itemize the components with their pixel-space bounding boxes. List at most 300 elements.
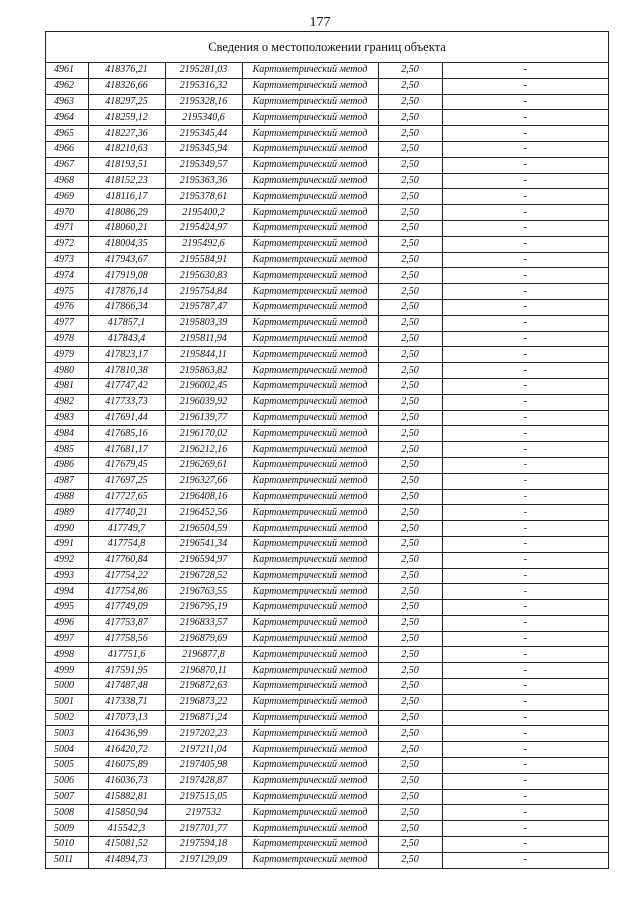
y-coordinate-cell: 2196504,59 [165,521,242,537]
y-coordinate-cell: 2196139,77 [165,410,242,426]
accuracy-cell: 2,50 [378,694,442,710]
accuracy-cell: 2,50 [378,347,442,363]
point-number-cell: 4969 [46,189,88,205]
point-number-cell: 5001 [46,694,88,710]
point-number-cell: 5002 [46,710,88,726]
x-coordinate-cell: 417749,7 [88,521,165,537]
y-coordinate-cell: 2195803,39 [165,315,242,331]
x-coordinate-cell: 417919,08 [88,268,165,284]
point-number-cell: 4995 [46,600,88,616]
y-coordinate-cell: 2197405,98 [165,758,242,774]
table-row [46,505,608,521]
x-coordinate-cell: 417754,8 [88,536,165,552]
point-number-cell: 4988 [46,489,88,505]
method-cell: Картометрический метод [242,663,378,679]
method-cell: Картометрический метод [242,726,378,742]
accuracy-cell: 2,50 [378,489,442,505]
description-cell: - [442,347,608,363]
table-row [46,252,608,268]
method-cell: Картометрический метод [242,410,378,426]
point-number-cell: 4976 [46,299,88,315]
description-cell: - [442,299,608,315]
method-cell: Картометрический метод [242,299,378,315]
y-coordinate-cell: 2195754,84 [165,284,242,300]
description-cell: - [442,189,608,205]
table-row [46,821,608,837]
method-cell: Картометрический метод [242,284,378,300]
y-coordinate-cell: 2195787,47 [165,299,242,315]
y-coordinate-cell: 2197202,23 [165,726,242,742]
table-row [46,157,608,173]
point-number-cell: 5008 [46,805,88,821]
description-cell: - [442,410,608,426]
method-cell: Картометрический метод [242,63,378,78]
x-coordinate-cell: 417760,84 [88,552,165,568]
method-cell: Картометрический метод [242,378,378,394]
accuracy-cell: 2,50 [378,363,442,379]
method-cell: Картометрический метод [242,552,378,568]
accuracy-cell: 2,50 [378,268,442,284]
table-row [46,315,608,331]
coordinates-table [46,63,608,868]
y-coordinate-cell: 2196877,8 [165,647,242,663]
x-coordinate-cell: 417751,6 [88,647,165,663]
accuracy-cell: 2,50 [378,410,442,426]
point-number-cell: 4985 [46,442,88,458]
x-coordinate-cell: 418060,21 [88,220,165,236]
x-coordinate-cell: 414894,73 [88,852,165,867]
accuracy-cell: 2,50 [378,252,442,268]
accuracy-cell: 2,50 [378,600,442,616]
description-cell: - [442,236,608,252]
point-number-cell: 4973 [46,252,88,268]
method-cell: Картометрический метод [242,821,378,837]
x-coordinate-cell: 417876,14 [88,284,165,300]
table-row [46,789,608,805]
x-coordinate-cell: 416420,72 [88,742,165,758]
method-cell: Картометрический метод [242,521,378,537]
y-coordinate-cell: 2195424,97 [165,220,242,236]
description-cell: - [442,141,608,157]
x-coordinate-cell: 418210,63 [88,141,165,157]
description-cell: - [442,631,608,647]
description-cell: - [442,394,608,410]
y-coordinate-cell: 2196763,55 [165,584,242,600]
table-row [46,284,608,300]
point-number-cell: 4986 [46,457,88,473]
x-coordinate-cell: 415542,3 [88,821,165,837]
description-cell: - [442,805,608,821]
method-cell: Картометрический метод [242,173,378,189]
accuracy-cell: 2,50 [378,505,442,521]
description-cell: - [442,536,608,552]
description-cell: - [442,252,608,268]
method-cell: Картометрический метод [242,157,378,173]
method-cell: Картометрический метод [242,442,378,458]
table-row [46,110,608,126]
point-number-cell: 4994 [46,584,88,600]
method-cell: Картометрический метод [242,426,378,442]
x-coordinate-cell: 417753,87 [88,615,165,631]
description-cell: - [442,521,608,537]
point-number-cell: 4998 [46,647,88,663]
y-coordinate-cell: 2195492,6 [165,236,242,252]
x-coordinate-cell: 417697,25 [88,473,165,489]
table-row [46,568,608,584]
table-row [46,694,608,710]
table-row [46,63,608,78]
method-cell: Картометрический метод [242,789,378,805]
x-coordinate-cell: 417685,16 [88,426,165,442]
accuracy-cell: 2,50 [378,299,442,315]
y-coordinate-cell: 2195340,6 [165,110,242,126]
page-number: 177 [309,15,331,30]
method-cell: Картометрический метод [242,505,378,521]
method-cell: Картометрический метод [242,268,378,284]
y-coordinate-cell: 2195316,32 [165,78,242,94]
table-row [46,394,608,410]
method-cell: Картометрический метод [242,710,378,726]
point-number-cell: 4987 [46,473,88,489]
accuracy-cell: 2,50 [378,284,442,300]
point-number-cell: 4977 [46,315,88,331]
table-body [46,63,608,868]
method-cell: Картометрический метод [242,584,378,600]
x-coordinate-cell: 417679,45 [88,457,165,473]
accuracy-cell: 2,50 [378,126,442,142]
y-coordinate-cell: 2196872,63 [165,679,242,695]
point-number-cell: 4965 [46,126,88,142]
method-cell: Картометрический метод [242,568,378,584]
accuracy-cell: 2,50 [378,442,442,458]
x-coordinate-cell: 417691,44 [88,410,165,426]
description-cell: - [442,600,608,616]
accuracy-cell: 2,50 [378,710,442,726]
y-coordinate-cell: 2195363,36 [165,173,242,189]
description-cell: - [442,94,608,110]
point-number-cell: 4964 [46,110,88,126]
description-cell: - [442,173,608,189]
method-cell: Картометрический метод [242,837,378,853]
method-cell: Картометрический метод [242,647,378,663]
accuracy-cell: 2,50 [378,536,442,552]
method-cell: Картометрический метод [242,78,378,94]
method-cell: Картометрический метод [242,852,378,867]
method-cell: Картометрический метод [242,110,378,126]
point-number-cell: 4983 [46,410,88,426]
method-cell: Картометрический метод [242,347,378,363]
table-row [46,663,608,679]
x-coordinate-cell: 417754,22 [88,568,165,584]
table-row [46,742,608,758]
point-number-cell: 4967 [46,157,88,173]
point-number-cell: 5000 [46,679,88,695]
method-cell: Картометрический метод [242,600,378,616]
point-number-cell: 4972 [46,236,88,252]
y-coordinate-cell: 2196541,34 [165,536,242,552]
accuracy-cell: 2,50 [378,821,442,837]
x-coordinate-cell: 418193,51 [88,157,165,173]
y-coordinate-cell: 2197701,77 [165,821,242,837]
accuracy-cell: 2,50 [378,773,442,789]
point-number-cell: 4968 [46,173,88,189]
method-cell: Картометрический метод [242,126,378,142]
point-number-cell: 5006 [46,773,88,789]
accuracy-cell: 2,50 [378,205,442,221]
accuracy-cell: 2,50 [378,521,442,537]
x-coordinate-cell: 417747,42 [88,378,165,394]
point-number-cell: 5011 [46,852,88,867]
method-cell: Картометрический метод [242,189,378,205]
y-coordinate-cell: 2195630,83 [165,268,242,284]
description-cell: - [442,110,608,126]
y-coordinate-cell: 2196728,52 [165,568,242,584]
x-coordinate-cell: 416036,73 [88,773,165,789]
y-coordinate-cell: 2196452,56 [165,505,242,521]
y-coordinate-cell: 2196871,24 [165,710,242,726]
y-coordinate-cell: 2195584,91 [165,252,242,268]
point-number-cell: 4981 [46,378,88,394]
accuracy-cell: 2,50 [378,568,442,584]
accuracy-cell: 2,50 [378,758,442,774]
x-coordinate-cell: 417810,38 [88,363,165,379]
point-number-cell: 5007 [46,789,88,805]
accuracy-cell: 2,50 [378,63,442,78]
description-cell: - [442,758,608,774]
table-row [46,584,608,600]
table-row [46,141,608,157]
table-row [46,378,608,394]
table-row [46,78,608,94]
point-number-cell: 4974 [46,268,88,284]
table-row [46,489,608,505]
method-cell: Картометрический метод [242,489,378,505]
y-coordinate-cell: 2197428,87 [165,773,242,789]
x-coordinate-cell: 417727,65 [88,489,165,505]
description-cell: - [442,694,608,710]
point-number-cell: 4979 [46,347,88,363]
method-cell: Картометрический метод [242,394,378,410]
accuracy-cell: 2,50 [378,615,442,631]
y-coordinate-cell: 2195844,11 [165,347,242,363]
description-cell: - [442,710,608,726]
table-row [46,852,608,867]
method-cell: Картометрический метод [242,773,378,789]
accuracy-cell: 2,50 [378,378,442,394]
x-coordinate-cell: 417754,86 [88,584,165,600]
description-cell: - [442,442,608,458]
method-cell: Картометрический метод [242,252,378,268]
table-row [46,631,608,647]
x-coordinate-cell: 417749,09 [88,600,165,616]
table-row [46,615,608,631]
accuracy-cell: 2,50 [378,236,442,252]
y-coordinate-cell: 2195345,44 [165,126,242,142]
table-row [46,758,608,774]
table-row [46,536,608,552]
method-cell: Картометрический метод [242,220,378,236]
method-cell: Картометрический метод [242,331,378,347]
description-cell: - [442,679,608,695]
method-cell: Картометрический метод [242,631,378,647]
method-cell: Картометрический метод [242,236,378,252]
accuracy-cell: 2,50 [378,679,442,695]
point-number-cell: 5004 [46,742,88,758]
x-coordinate-cell: 418086,29 [88,205,165,221]
x-coordinate-cell: 418227,36 [88,126,165,142]
x-coordinate-cell: 417733,73 [88,394,165,410]
point-number-cell: 4982 [46,394,88,410]
accuracy-cell: 2,50 [378,94,442,110]
description-cell: - [442,157,608,173]
x-coordinate-cell: 417823,17 [88,347,165,363]
table-row [46,189,608,205]
x-coordinate-cell: 417866,34 [88,299,165,315]
point-number-cell: 4996 [46,615,88,631]
y-coordinate-cell: 2195378,61 [165,189,242,205]
description-cell: - [442,126,608,142]
y-coordinate-cell: 2195349,57 [165,157,242,173]
table-row [46,773,608,789]
description-cell: - [442,331,608,347]
point-number-cell: 4984 [46,426,88,442]
accuracy-cell: 2,50 [378,805,442,821]
point-number-cell: 4970 [46,205,88,221]
point-number-cell: 4962 [46,78,88,94]
point-number-cell: 5009 [46,821,88,837]
method-cell: Картометрический метод [242,615,378,631]
table-row [46,94,608,110]
x-coordinate-cell: 417943,67 [88,252,165,268]
x-coordinate-cell: 418376,21 [88,63,165,78]
description-cell: - [442,663,608,679]
accuracy-cell: 2,50 [378,663,442,679]
description-cell: - [442,378,608,394]
table-row [46,726,608,742]
description-cell: - [442,789,608,805]
description-cell: - [442,426,608,442]
y-coordinate-cell: 2197532 [165,805,242,821]
description-cell: - [442,473,608,489]
table-row [46,299,608,315]
table-row [46,473,608,489]
table-row [46,805,608,821]
point-number-cell: 4975 [46,284,88,300]
y-coordinate-cell: 2197129,09 [165,852,242,867]
y-coordinate-cell: 2196879,69 [165,631,242,647]
table-row [46,837,608,853]
table-title: Сведения о местоположении границ объекта [46,32,608,63]
table-row [46,331,608,347]
x-coordinate-cell: 417073,13 [88,710,165,726]
x-coordinate-cell: 417857,1 [88,315,165,331]
accuracy-cell: 2,50 [378,584,442,600]
x-coordinate-cell: 415081,52 [88,837,165,853]
accuracy-cell: 2,50 [378,852,442,867]
y-coordinate-cell: 2196170,02 [165,426,242,442]
y-coordinate-cell: 2196002,45 [165,378,242,394]
y-coordinate-cell: 2195863,82 [165,363,242,379]
y-coordinate-cell: 2195281,03 [165,63,242,78]
y-coordinate-cell: 2196039,92 [165,394,242,410]
x-coordinate-cell: 418326,66 [88,78,165,94]
y-coordinate-cell: 2196870,11 [165,663,242,679]
x-coordinate-cell: 417338,71 [88,694,165,710]
description-cell: - [442,584,608,600]
point-number-cell: 4961 [46,63,88,78]
table-row [46,205,608,221]
x-coordinate-cell: 418004,35 [88,236,165,252]
method-cell: Картометрический метод [242,742,378,758]
x-coordinate-cell: 417758,56 [88,631,165,647]
description-cell: - [442,205,608,221]
method-cell: Картометрический метод [242,94,378,110]
y-coordinate-cell: 2196269,61 [165,457,242,473]
point-number-cell: 5010 [46,837,88,853]
method-cell: Картометрический метод [242,141,378,157]
x-coordinate-cell: 417487,48 [88,679,165,695]
accuracy-cell: 2,50 [378,631,442,647]
accuracy-cell: 2,50 [378,78,442,94]
accuracy-cell: 2,50 [378,473,442,489]
method-cell: Картометрический метод [242,758,378,774]
accuracy-cell: 2,50 [378,331,442,347]
point-number-cell: 4991 [46,536,88,552]
method-cell: Картометрический метод [242,473,378,489]
y-coordinate-cell: 2195811,94 [165,331,242,347]
point-number-cell: 5005 [46,758,88,774]
method-cell: Картометрический метод [242,205,378,221]
y-coordinate-cell: 2196795,19 [165,600,242,616]
x-coordinate-cell: 416075,89 [88,758,165,774]
table-row [46,236,608,252]
x-coordinate-cell: 415850,94 [88,805,165,821]
description-cell: - [442,220,608,236]
y-coordinate-cell: 2197211,04 [165,742,242,758]
point-number-cell: 4997 [46,631,88,647]
x-coordinate-cell: 417740,21 [88,505,165,521]
method-cell: Картометрический метод [242,457,378,473]
x-coordinate-cell: 417591,95 [88,663,165,679]
method-cell: Картометрический метод [242,315,378,331]
description-cell: - [442,726,608,742]
accuracy-cell: 2,50 [378,157,442,173]
y-coordinate-cell: 2196212,16 [165,442,242,458]
x-coordinate-cell: 418259,12 [88,110,165,126]
accuracy-cell: 2,50 [378,552,442,568]
accuracy-cell: 2,50 [378,315,442,331]
accuracy-cell: 2,50 [378,742,442,758]
table-row [46,457,608,473]
table-row [46,521,608,537]
x-coordinate-cell: 416436,99 [88,726,165,742]
accuracy-cell: 2,50 [378,189,442,205]
table-row [46,442,608,458]
table-row [46,363,608,379]
y-coordinate-cell: 2196594,97 [165,552,242,568]
point-number-cell: 4980 [46,363,88,379]
y-coordinate-cell: 2196327,66 [165,473,242,489]
accuracy-cell: 2,50 [378,457,442,473]
y-coordinate-cell: 2195328,16 [165,94,242,110]
y-coordinate-cell: 2196873,22 [165,694,242,710]
accuracy-cell: 2,50 [378,647,442,663]
description-cell: - [442,568,608,584]
x-coordinate-cell: 415882,81 [88,789,165,805]
description-cell: - [442,268,608,284]
table-row [46,347,608,363]
table-row [46,426,608,442]
